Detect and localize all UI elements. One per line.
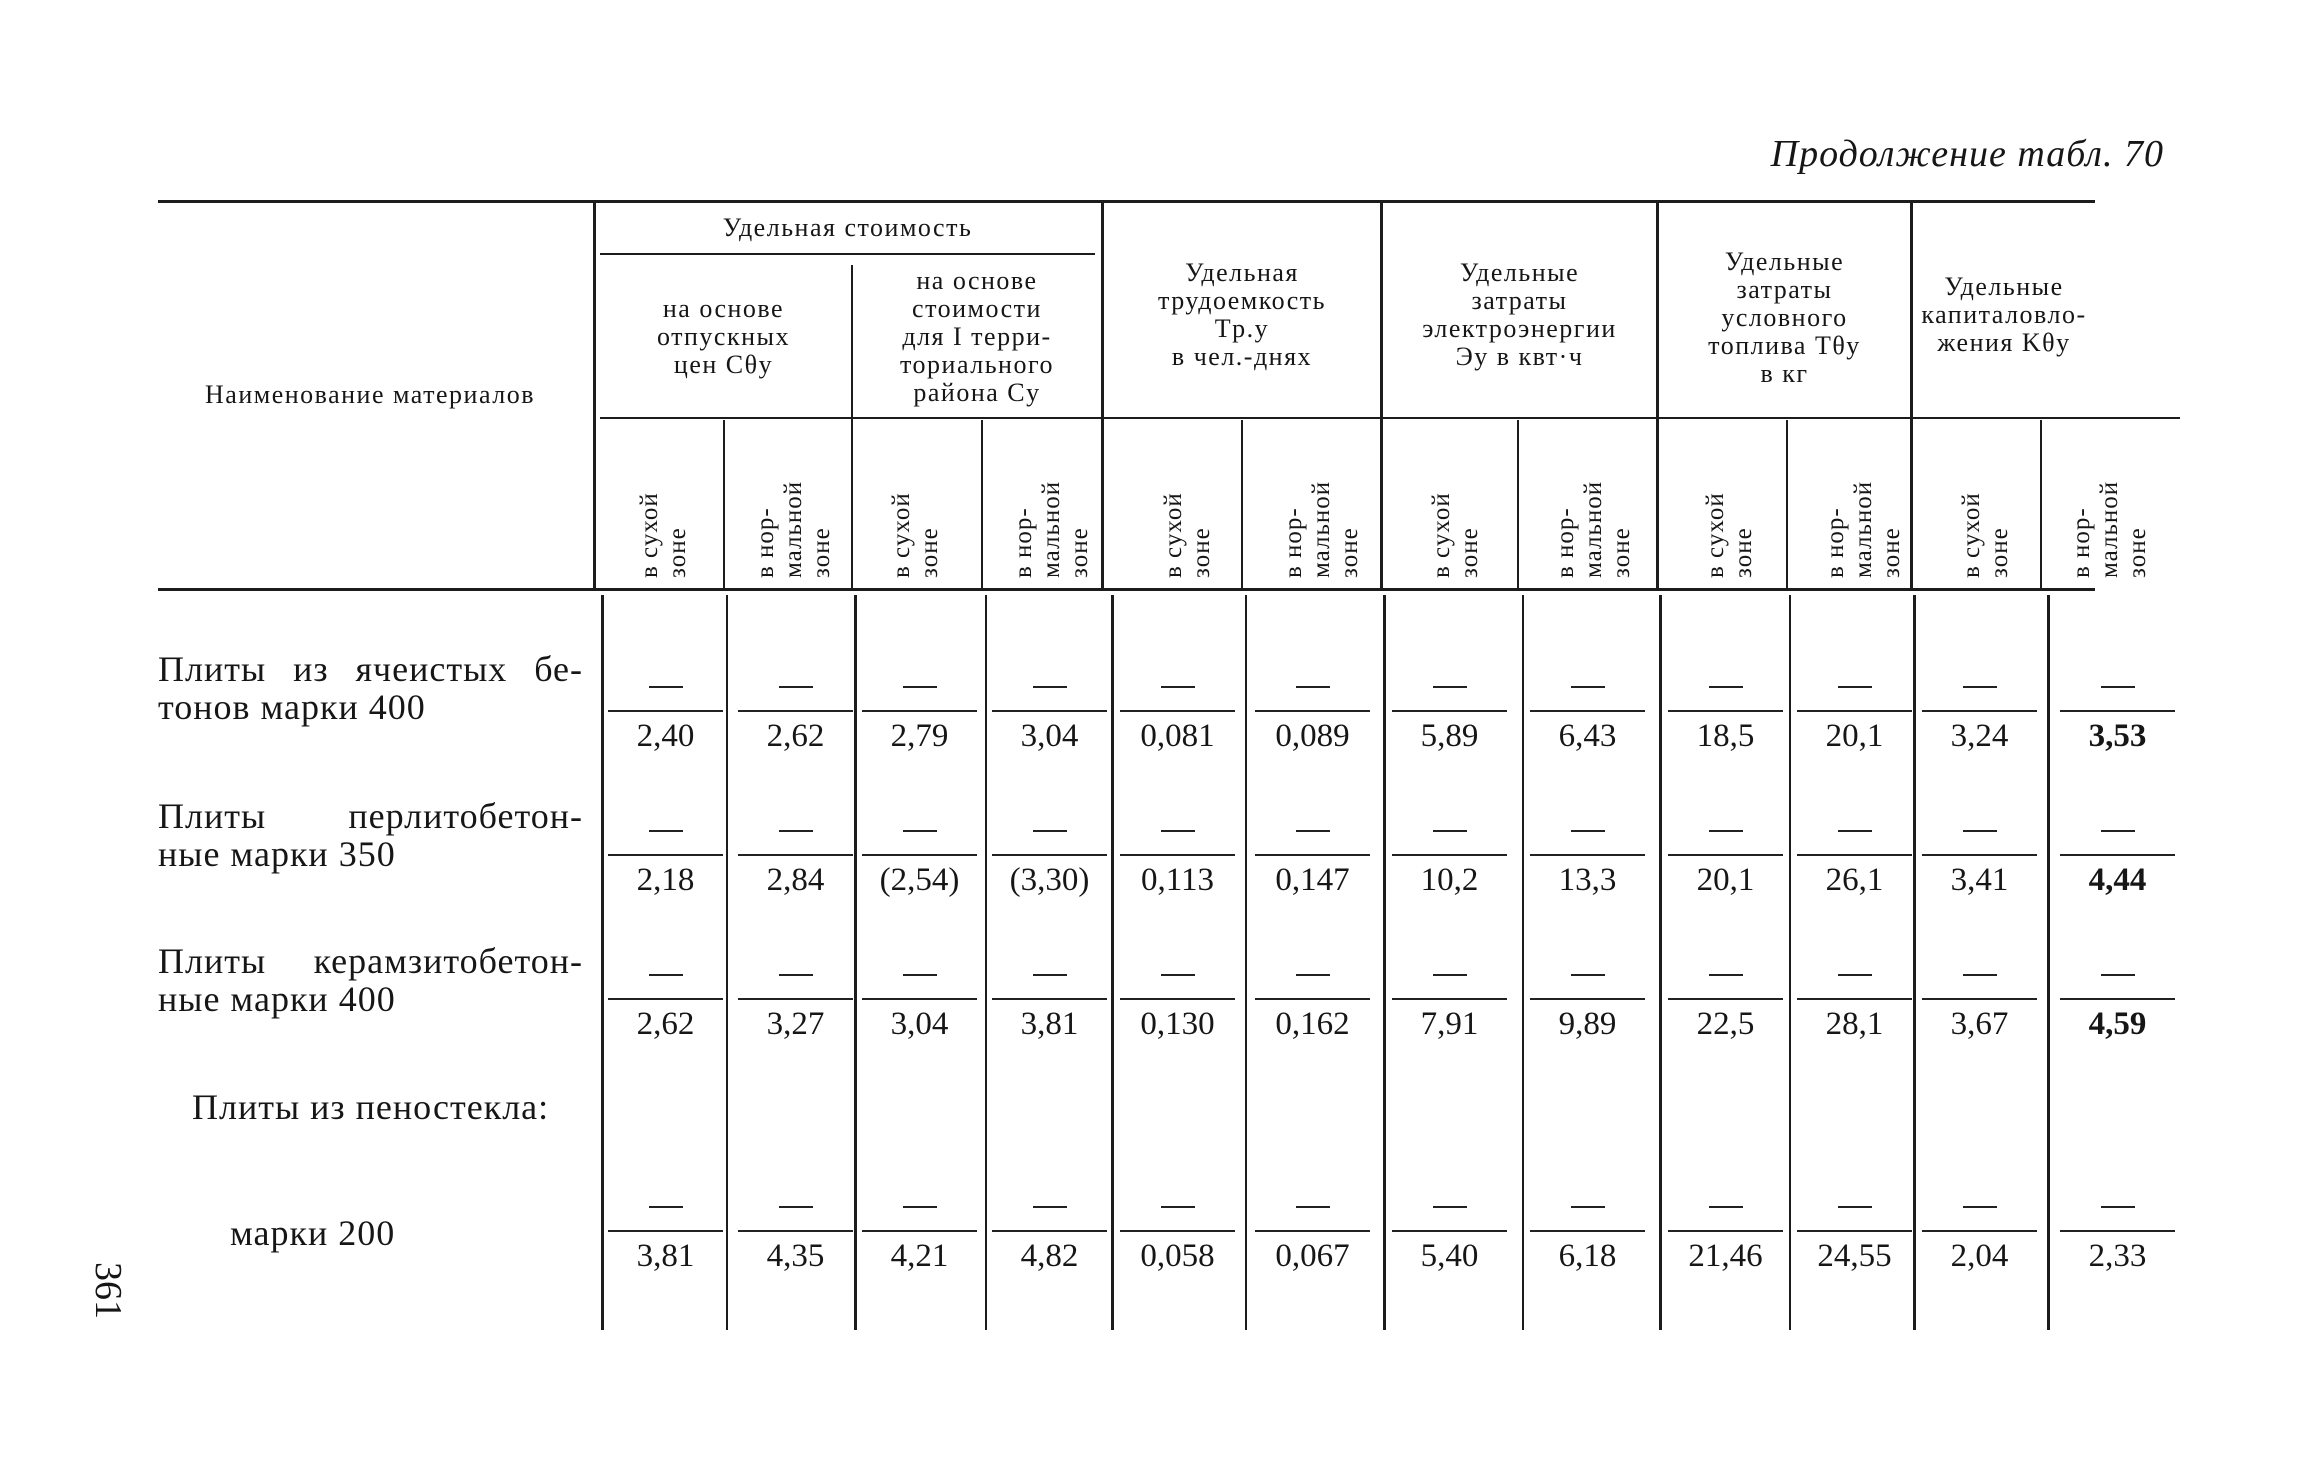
table-cell <box>862 660 977 755</box>
header-materials: Наименование материалов <box>205 380 535 409</box>
empty-numerator-dash <box>1922 1180 2037 1230</box>
header-divider <box>1241 420 1243 588</box>
cell-value: 4,59 <box>2060 998 2175 1043</box>
subheader-dry-zone: в сухой зоне <box>888 492 943 578</box>
cell-value: 3,04 <box>862 998 977 1043</box>
table-cell <box>738 1180 853 1275</box>
empty-numerator-dash <box>738 1180 853 1230</box>
table-caption: Продолжение табл. 70 <box>1770 133 2164 175</box>
empty-numerator-dash <box>608 1180 723 1230</box>
table-cell <box>1120 948 1235 1043</box>
header-divider <box>723 420 725 588</box>
table-cell <box>608 1180 723 1275</box>
cell-value: 2,40 <box>608 710 723 755</box>
body-divider <box>985 595 987 1330</box>
empty-numerator-dash <box>1392 660 1507 710</box>
cell-value: 0,130 <box>1120 998 1235 1043</box>
empty-numerator-dash <box>738 804 853 854</box>
cell-value: 6,43 <box>1530 710 1645 755</box>
cell-value: 4,82 <box>992 1230 1107 1275</box>
header-divider <box>981 420 983 588</box>
empty-numerator-dash <box>1255 660 1370 710</box>
empty-numerator-dash <box>992 1180 1107 1230</box>
cell-value: 9,89 <box>1530 998 1645 1043</box>
row-name: Плиты из ячеистых бе- <box>158 649 583 689</box>
empty-numerator-dash <box>1530 948 1645 998</box>
empty-numerator-dash <box>1120 1180 1235 1230</box>
cell-value: 3,67 <box>1922 998 2037 1043</box>
table-cell <box>608 948 723 1043</box>
table-cell <box>1922 804 2037 899</box>
empty-numerator-dash <box>1120 804 1235 854</box>
cell-value: 5,40 <box>1392 1230 1507 1275</box>
cell-value: 3,81 <box>992 998 1107 1043</box>
cell-value: 2,18 <box>608 854 723 899</box>
subheader-normal-zone: в нор- мальной зоне <box>1280 480 1363 578</box>
cell-value: 22,5 <box>1668 998 1783 1043</box>
empty-numerator-dash <box>1530 660 1645 710</box>
empty-numerator-dash <box>1392 804 1507 854</box>
header-divider <box>1786 420 1788 588</box>
group-rule <box>600 417 2180 419</box>
empty-numerator-dash <box>2060 660 2175 710</box>
subheader-normal-zone: в нор- мальной зоне <box>752 480 835 578</box>
cell-value: 13,3 <box>1530 854 1645 899</box>
header-cost-territory: на основе стоимости для I терри- ториального района Cу <box>900 266 1054 407</box>
subheader-normal-zone: в нор- мальной зоне <box>2068 480 2151 578</box>
empty-numerator-dash <box>1668 660 1783 710</box>
table-cell <box>1668 660 1783 755</box>
empty-numerator-dash <box>1255 804 1370 854</box>
header-divider <box>2040 420 2042 588</box>
cell-value: 20,1 <box>1797 710 1912 755</box>
table-cell <box>1255 1180 1370 1275</box>
cell-value: 3,24 <box>1922 710 2037 755</box>
cell-value: 5,89 <box>1392 710 1507 755</box>
table-cell <box>608 804 723 899</box>
header-electricity: Удельные затраты электроэнергии Эу в квт·ч <box>1422 258 1617 371</box>
table-cell <box>608 660 723 755</box>
empty-numerator-dash <box>1922 804 2037 854</box>
cell-value: 24,55 <box>1797 1230 1912 1275</box>
body-divider <box>1659 595 1662 1330</box>
table-cell <box>862 1180 977 1275</box>
cell-value: 7,91 <box>1392 998 1507 1043</box>
subheader-normal-zone: в нор- мальной зоне <box>1822 480 1905 578</box>
empty-numerator-dash <box>2060 948 2175 998</box>
body-divider <box>1245 595 1247 1330</box>
cell-value: 28,1 <box>1797 998 1912 1043</box>
table-cell <box>1668 948 1783 1043</box>
cell-value: 2,62 <box>738 710 853 755</box>
cell-value: 2,62 <box>608 998 723 1043</box>
cell-value: 3,04 <box>992 710 1107 755</box>
table-cell <box>1120 660 1235 755</box>
empty-numerator-dash <box>2060 804 2175 854</box>
cell-value: (2,54) <box>862 854 977 899</box>
top-rule <box>158 200 2095 203</box>
empty-numerator-dash <box>1392 948 1507 998</box>
table-cell <box>862 804 977 899</box>
table-cell <box>1797 804 1912 899</box>
cell-value: 10,2 <box>1392 854 1507 899</box>
table-cell <box>738 660 853 755</box>
cell-value: 2,33 <box>2060 1230 2175 1275</box>
row-name: Плиты керамзитобетон- <box>158 941 583 981</box>
cell-value: 3,27 <box>738 998 853 1043</box>
body-divider <box>854 595 857 1330</box>
table-cell <box>1668 804 1783 899</box>
header-cost-wholesale: на основе отпускных цен Cθу <box>657 294 790 379</box>
empty-numerator-dash <box>608 660 723 710</box>
header-bottom-rule <box>158 588 2095 591</box>
table-cell <box>1797 660 1912 755</box>
empty-numerator-dash <box>1797 660 1912 710</box>
table-cell <box>1392 1180 1507 1275</box>
empty-numerator-dash <box>1120 660 1235 710</box>
header-divider <box>1517 420 1519 588</box>
empty-numerator-dash <box>1797 1180 1912 1230</box>
unit-cost-rule <box>600 253 1095 255</box>
body-divider <box>2047 595 2050 1330</box>
table-cell <box>862 948 977 1043</box>
subheader-dry-zone: в сухой зоне <box>1428 492 1483 578</box>
table-cell <box>2060 948 2175 1043</box>
empty-numerator-dash <box>862 660 977 710</box>
table-cell <box>1120 804 1235 899</box>
row-name: тонов марки 400 <box>158 687 426 727</box>
empty-numerator-dash <box>608 948 723 998</box>
cell-value: 20,1 <box>1668 854 1783 899</box>
table-cell <box>1530 660 1645 755</box>
empty-numerator-dash <box>992 948 1107 998</box>
empty-numerator-dash <box>1668 804 1783 854</box>
table-cell <box>1120 1180 1235 1275</box>
empty-numerator-dash <box>862 804 977 854</box>
empty-numerator-dash <box>992 804 1107 854</box>
body-divider <box>726 595 728 1330</box>
empty-numerator-dash <box>1797 948 1912 998</box>
table-cell <box>1392 948 1507 1043</box>
subheader-dry-zone: в сухой зоне <box>1702 492 1757 578</box>
table-cell <box>1392 804 1507 899</box>
empty-numerator-dash <box>1530 1180 1645 1230</box>
empty-numerator-dash <box>1668 948 1783 998</box>
table-cell <box>1922 1180 2037 1275</box>
body-divider <box>1522 595 1524 1330</box>
cell-value: 4,44 <box>2060 854 2175 899</box>
table-cell <box>992 660 1107 755</box>
empty-numerator-dash <box>1922 948 2037 998</box>
cell-value: 2,79 <box>862 710 977 755</box>
empty-numerator-dash <box>1797 804 1912 854</box>
body-divider <box>1913 595 1916 1330</box>
cell-value: 3,53 <box>2060 710 2175 755</box>
row-name: марки 200 <box>230 1213 396 1253</box>
table-cell <box>1922 660 2037 755</box>
header-fuel: Удельные затраты условного топлива Tθу в кг <box>1708 246 1861 388</box>
cell-value: 0,058 <box>1120 1230 1235 1275</box>
subheader-normal-zone: в нор- мальной зоне <box>1552 480 1635 578</box>
cell-value: 2,84 <box>738 854 853 899</box>
table-cell <box>2060 1180 2175 1275</box>
empty-numerator-dash <box>1255 948 1370 998</box>
body-divider <box>601 595 604 1330</box>
cell-value: 6,18 <box>1530 1230 1645 1275</box>
table-cell <box>992 948 1107 1043</box>
empty-numerator-dash <box>992 660 1107 710</box>
table-cell <box>1530 1180 1645 1275</box>
cell-value: 0,067 <box>1255 1230 1370 1275</box>
table-cell <box>1797 1180 1912 1275</box>
table-cell <box>1797 948 1912 1043</box>
subheader-dry-zone: в сухой зоне <box>636 492 691 578</box>
cell-value: (3,30) <box>992 854 1107 899</box>
row-group-name: Плиты из пеностекла: <box>192 1087 550 1127</box>
empty-numerator-dash <box>738 948 853 998</box>
empty-numerator-dash <box>862 1180 977 1230</box>
subheader-dry-zone: в сухой зоне <box>1958 492 2013 578</box>
cell-value: 0,089 <box>1255 710 1370 755</box>
subheader-dry-zone: в сухой зоне <box>1160 492 1215 578</box>
subheader-normal-zone: в нор- мальной зоне <box>1010 480 1093 578</box>
cell-value: 0,113 <box>1120 854 1235 899</box>
table-cell <box>1530 948 1645 1043</box>
empty-numerator-dash <box>1120 948 1235 998</box>
header-capital: Удельные капиталовло- жения Kθу <box>1921 272 2087 357</box>
empty-numerator-dash <box>1530 804 1645 854</box>
empty-numerator-dash <box>738 660 853 710</box>
cell-value: 2,04 <box>1922 1230 2037 1275</box>
body-divider <box>1789 595 1791 1330</box>
empty-numerator-dash <box>2060 1180 2175 1230</box>
cell-value: 0,147 <box>1255 854 1370 899</box>
cell-value: 4,21 <box>862 1230 977 1275</box>
table-cell <box>738 804 853 899</box>
cell-value: 4,35 <box>738 1230 853 1275</box>
table-cell <box>738 948 853 1043</box>
table-cell <box>1530 804 1645 899</box>
row-name: ные марки 400 <box>158 979 396 1019</box>
empty-numerator-dash <box>1922 660 2037 710</box>
cell-value: 0,162 <box>1255 998 1370 1043</box>
table-cell <box>1922 948 2037 1043</box>
empty-numerator-dash <box>1668 1180 1783 1230</box>
table-cell <box>1255 660 1370 755</box>
body-divider <box>1383 595 1386 1330</box>
table-cell <box>1392 660 1507 755</box>
row-name: ные марки 350 <box>158 834 396 874</box>
empty-numerator-dash <box>608 804 723 854</box>
table-cell <box>1668 1180 1783 1275</box>
empty-numerator-dash <box>1392 1180 1507 1230</box>
cell-value: 18,5 <box>1668 710 1783 755</box>
page-number: 361 <box>87 1262 129 1319</box>
table-cell <box>992 1180 1107 1275</box>
body-divider <box>1111 595 1114 1330</box>
header-unit-cost: Удельная стоимость <box>722 213 973 242</box>
cell-value: 26,1 <box>1797 854 1912 899</box>
table-cell <box>2060 660 2175 755</box>
empty-numerator-dash <box>862 948 977 998</box>
header-labor: Удельная трудоемкость Tр.у в чел.-днях <box>1158 258 1326 371</box>
table-cell <box>992 804 1107 899</box>
cell-value: 3,41 <box>1922 854 2037 899</box>
table-cell <box>1255 948 1370 1043</box>
empty-numerator-dash <box>1255 1180 1370 1230</box>
row-name: Плиты перлитобетон- <box>158 796 583 836</box>
table-cell <box>2060 804 2175 899</box>
cell-value: 0,081 <box>1120 710 1235 755</box>
table-cell <box>1255 804 1370 899</box>
cell-value: 3,81 <box>608 1230 723 1275</box>
cell-value: 21,46 <box>1668 1230 1783 1275</box>
